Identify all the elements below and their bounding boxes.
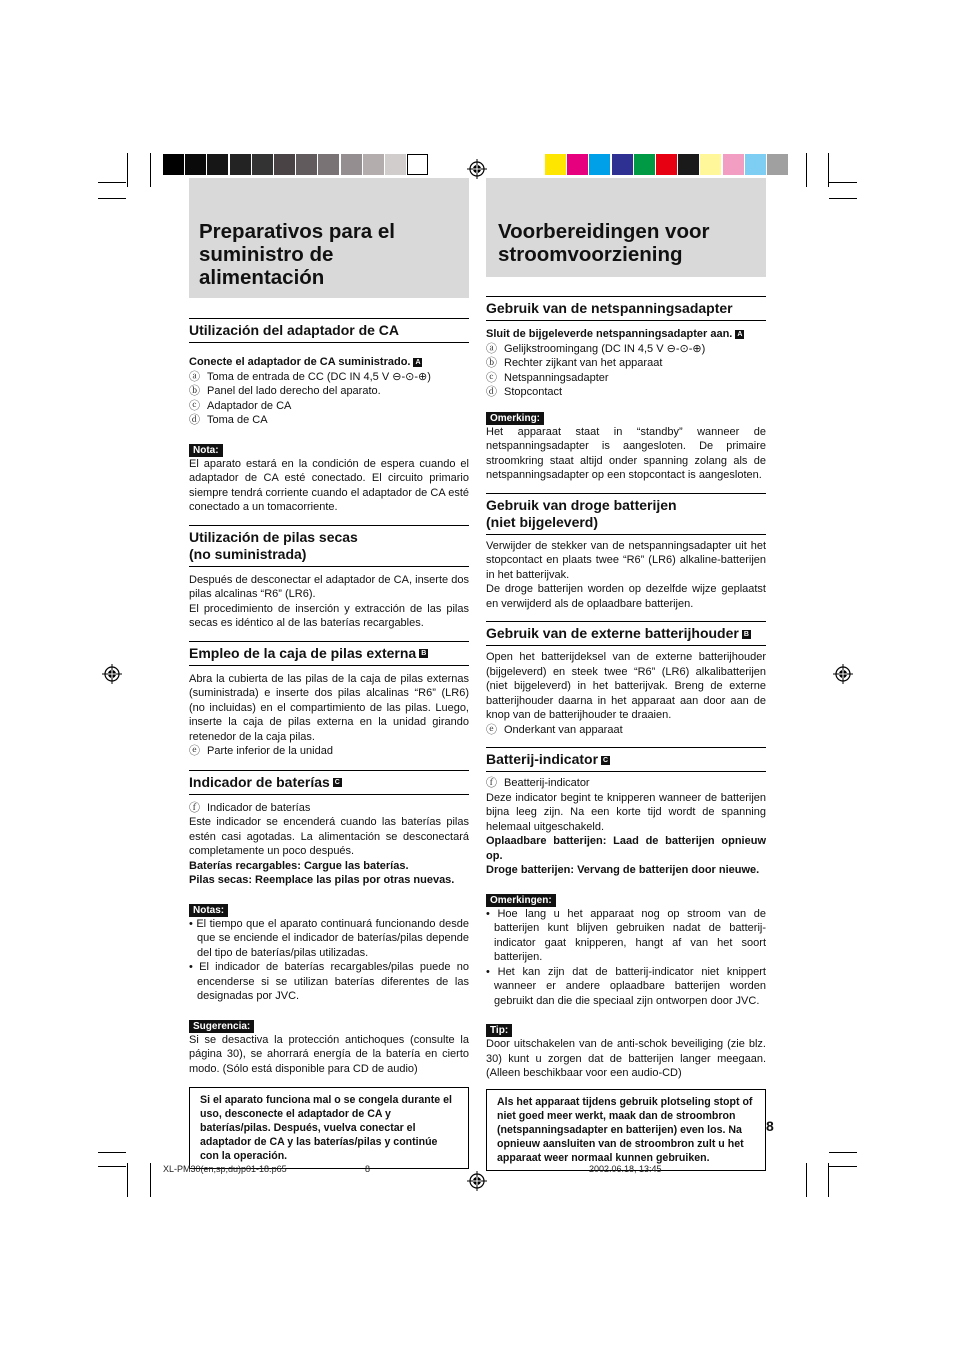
figure-ref-c-icon: C [602,756,609,764]
list-item: ⓕ Beatterij-indicator [486,777,590,789]
item-list [189,370,469,428]
page-title: Voorbereidingen voor stroomvoorziening [498,220,710,266]
bullet-item: • El indicador de baterías recargables/pilas puede no encenderse si se utilizan baterías diferentes de las designadas por JVC. [189,961,469,1002]
color-swatch [656,154,677,175]
color-swatch [700,154,721,175]
figure-ref-b-icon: B [743,630,749,638]
section-title: Utilización de pilas secas (no suministrada) [189,528,358,562]
section-title: Utilización del adaptador de CA [189,322,400,338]
list-item: ⓑ Rechter zijkant van het apparaat [486,357,663,369]
paragraph: De droge batterijen worden op dezelfde wijze geplaatst en verwijderd als de oplaadbare batterijen. [486,583,766,610]
instruction-lead: Sluit de bijgeleverde netspanningsadapter aan. A [486,328,743,340]
item-list [486,342,766,400]
registration-mark-icon [102,664,122,684]
figure-ref-c-icon: C [334,779,340,787]
bullet-item: • Hoe lang u het apparaat nog op stroom van de batterijen kunt blijven gebruiken nadat de batterij-indicator gaat knipperen, hangt af van het soort batterijen. [486,907,766,963]
section-heading [486,493,766,535]
list-item: ⓐ Toma de entrada de CC (DC IN 4,5 V ⊖-⊙-⊕) [189,370,431,383]
bullet-item: • Het kan zijn dat de batterij-indicator niet knippert wanneer er andere oplaadbare batterijen worden gebruikt dan die die speciaal zijn ontworpen door JVC. [486,965,766,1007]
notes-label: Omerkingen: [486,894,556,907]
color-swatch [745,154,766,175]
note-label: Nota: [189,444,223,457]
page-number: 8 [766,1118,774,1134]
color-swatch [318,154,339,175]
color-swatch [252,154,273,175]
section-heading [189,525,469,567]
section-heading [486,747,766,772]
paragraph: Abra la cubierta de las pilas de la caja de pilas externas (suministrada) e inserte dos pilas alcalinas “R6” (LR6) (no incluidas) en el compartimiento de las pilas. Luego, inserte la caja de pilas externa en la unidad girando retenedor de la caja pilas. [189,672,469,743]
title-box [486,178,766,277]
color-swatch [678,154,699,175]
color-swatch [296,154,317,175]
section-heading [189,318,469,343]
color-swatch [545,154,566,175]
color-swatch [230,154,251,175]
color-swatch [589,154,610,175]
page-title: Preparativos para el suministro de alimentación [199,220,395,289]
color-swatch [185,154,206,175]
color-swatch [407,154,428,175]
color-swatch [723,154,744,175]
color-swatch [274,154,295,175]
list-item: ⓐ Gelijkstroomingang (DC IN 4,5 V ⊖-⊙-⊕) [486,342,706,355]
registration-mark-icon [833,664,853,684]
color-swatch [163,154,184,175]
footer-page: 8 [365,1164,371,1174]
paragraph: Este indicador se encenderá cuando las baterías pilas estén casi agotadas. La alimentación se desconectará completamente un poco después. [189,816,469,857]
section-heading [189,770,469,795]
footer-filename: XL-PM30(en,sp,du)p01-18.p65 [163,1164,287,1174]
warning-box: Si el aparato funciona mal o se congela durante el uso, desconecte el adaptador de CA y baterías/pilas. Después, vuelva conectar el adaptador de CA y las baterías/pilas y continúe con la operación. [189,1087,469,1169]
figure-ref-a-icon: A [737,330,743,338]
registration-mark-icon [467,1171,487,1191]
section-title: Gebruik van de externe batterijhouder B [486,625,749,641]
paragraph: Deze indicator begint te knipperen wanneer de batterijen bijna leeg zijn. Na een korte tijd wordt de spanning helemaal uitgeschakeld. [486,791,766,833]
color-swatch [385,154,406,175]
dutch-column [486,178,766,1171]
color-swatch [612,154,633,175]
section-title: Empleo de la caja de pilas externa B [189,644,427,661]
list-item: ⓓ Toma de CA [189,414,268,426]
bullet-item: • El tiempo que el aparato continuará funcionando desde que se enciende el indicador de baterías/pilas depende del tipo de baterías/pilas utilizadas. [189,917,469,959]
tip-text: Si se desactiva la protección antichoques (consulte la página 30), se ahorrará energía de la batería en cierto modo. (Sólo está disponible para CD de audio) [189,1033,469,1075]
color-swatch [567,154,588,175]
paragraph: Verwijder de stekker van de netspanningsadapter uit het stopcontact en plaats twee “R6” (LR6) alkaline-batterijen in het batterijvak. [486,539,766,581]
list-item: ⓔ Parte inferior de la unidad [189,745,333,757]
section-title: Gebruik van droge batterijen (niet bijgeleverd) [486,496,677,530]
registration-mark-icon [467,159,487,179]
paragraph: Open het batterijdeksel van de externe batterijhouder (bijgeleverd) en steek twee “R6” (LR6) alkalibatterijen (niet bijgeleverd) in het batterijvak. Breng de externe batterijhouder daarna in het apparaat aan door aan de knop van de batterijhouder te draaien. [486,651,766,721]
footer-date: 2002.06.18, 13:45 [589,1164,662,1174]
section-title: Gebruik van de netspanningsadapter [486,300,733,316]
color-swatch [207,154,228,175]
list-item: ⓒ Netspanningsadapter [486,371,609,384]
section-title: Batterij-indicator C [486,751,609,767]
section-heading [189,641,469,666]
tip-label: Tip: [486,1024,512,1037]
figure-ref-a-icon: A [415,358,421,366]
note-text: Het apparaat staat in “standby” wanneer de netspanningsadapter is aangesloten. De primaire stroomkring staat altijd onder spanning zolang als de netspanningsadapter op een stopcontact is aangesloten. [486,425,766,481]
list-item: ⓒ Adaptador de CA [189,399,292,412]
section-heading [486,296,766,321]
spanish-column [189,178,469,1169]
list-item: ⓔ Onderkant van apparaat [486,723,623,736]
list-item: ⓓ Stopcontact [486,386,563,398]
paragraph: Después de desconectar el adaptador de CA, inserte dos pilas alcalinas “R6” (LR6). [189,573,469,600]
tip-text: Door uitschakelen van de anti-schok beveiliging (zie blz. 30) kunt u zorgen dat de batterijen langer meegaan. (Alleen beschikbaar voor een audio-CD) [486,1038,766,1079]
list-item: ⓕ Indicador de baterías [189,801,311,814]
figure-ref-b-icon: B [421,650,427,658]
instruction-bold: Baterías recargables: Cargue las baterías. [189,859,409,872]
section-title: Indicador de baterías C [189,773,340,790]
instruction-bold: Droge batterijen: Vervang de batterijen door nieuwe. [486,864,760,876]
instruction-bold: Pilas secas: Reemplace las pilas por otras nuevas. [189,874,455,886]
title-box [189,178,469,298]
instruction-lead: Conecte el adaptador de CA suministrado. A [189,356,421,368]
notes-label: Notas: [189,904,228,917]
color-swatch [341,154,362,175]
color-swatch [363,154,384,175]
section-heading [486,621,766,646]
note-label: Omerking: [486,412,544,425]
instruction-bold: Oplaadbare batterijen: Laad de batterijen opnieuw op. [486,835,766,862]
note-text: El aparato estará en la condición de espera cuando el adaptador de CA esté conectado. El circuito primario siempre tendrá corriente cuando el adaptador de CA esté conectado a un tomacorriente. [189,457,469,513]
list-item: ⓑ Panel del lado derecho del aparato. [189,385,381,397]
warning-box: Als het apparaat tijdens gebruik plotseling stopt of niet goed meer werkt, maak dan de stroombron (netspanningsadapter en batterijen) even los. Na opnieuw aansluiten van de stroombron zult u het apparaat weer normaal kunnen gebruiken. [486,1089,766,1171]
color-swatch [767,154,788,175]
tip-label: Sugerencia: [189,1020,254,1033]
paragraph: El procedimiento de inserción y extracción de las pilas secas es idéntico al de las baterías recargables. [189,602,469,629]
color-swatch [634,154,655,175]
